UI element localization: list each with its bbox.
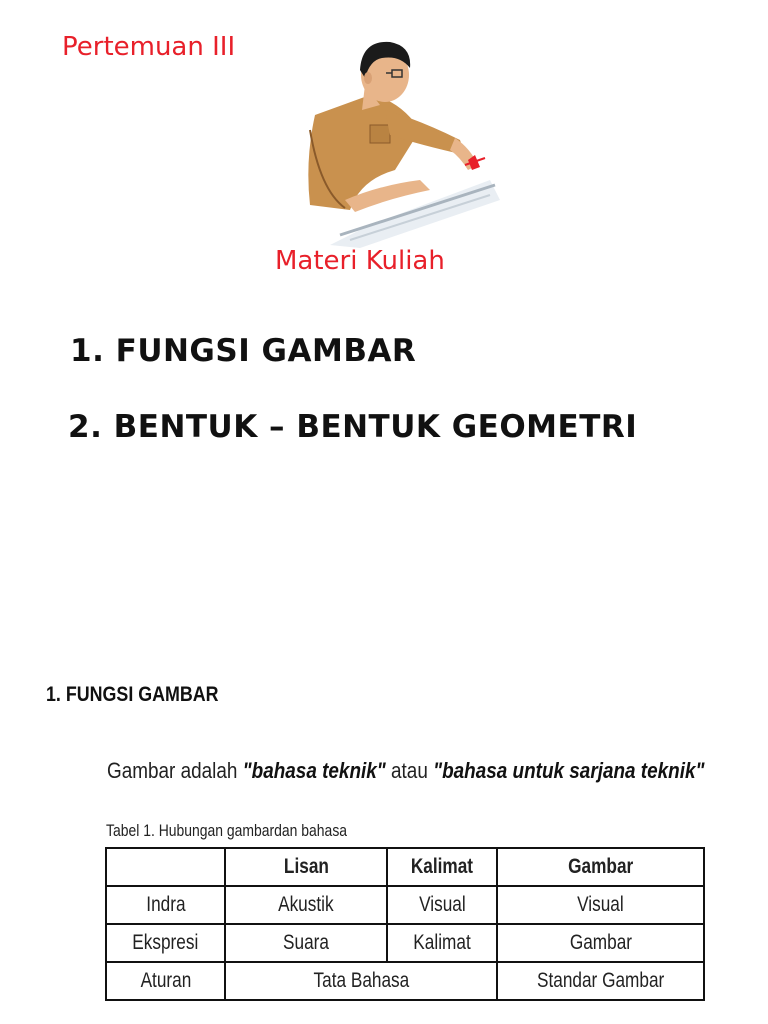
table-cell: Indra [106,886,225,924]
intro-term-1: "bahasa teknik" [242,758,386,783]
intro-text [107,758,704,784]
table-row [106,962,704,1000]
header-cell-gambar: Gambar [497,848,704,886]
intro-term-2: "bahasa untuk sarjana teknik" [433,758,705,783]
table-cell: Aturan [106,962,225,1000]
table-caption: Tabel 1. Hubungan gambardan bahasa [106,821,348,840]
table-cell: Visual [387,886,497,924]
table-row [106,924,704,962]
table-cell: Visual [497,886,704,924]
table-header-row [106,848,704,886]
meeting-label: Pertemuan III [62,32,236,62]
section-heading: 1. FUNGSI GAMBAR [46,683,219,706]
topic-2: 2. BENTUK – BENTUK GEOMETRI [68,409,638,445]
header-cell-empty [106,848,225,886]
intro-mid: atau [385,758,434,783]
table-cell: Standar Gambar [497,962,704,1000]
table-cell: Akustik [225,886,387,924]
table-cell: Gambar [497,924,704,962]
relation-table [105,847,705,1001]
engineer-drawing-illustration [300,30,500,248]
subtitle: Materi Kuliah [275,246,445,276]
table-cell: Suara [225,924,387,962]
header-cell-kalimat: Kalimat [387,848,497,886]
table-row [106,886,704,924]
table-cell-merged: Tata Bahasa [225,962,497,1000]
topic-1: 1. FUNGSI GAMBAR [70,333,417,369]
table-cell: Kalimat [387,924,497,962]
table-cell: Ekspresi [106,924,225,962]
intro-prefix: Gambar adalah [107,758,243,783]
header-cell-lisan: Lisan [225,848,387,886]
